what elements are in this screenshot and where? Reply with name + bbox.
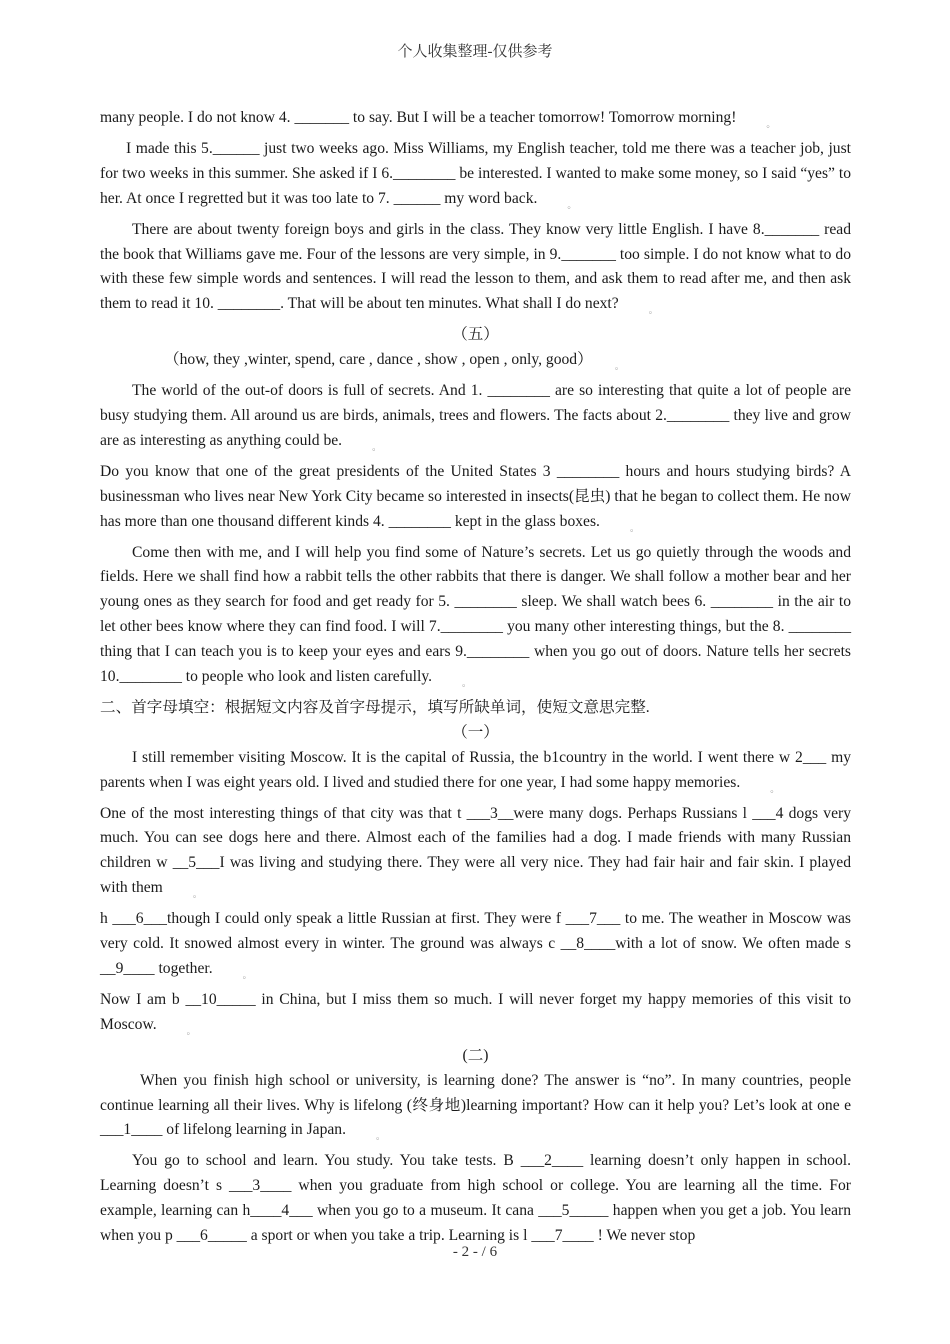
passage4-paragraph-2: I made this 5.______ just two weeks ago. Miss Williams, my English teacher, told me there was a teacher job, just for two weeks in this summer. She asked if I 6.________ be interested. I wanted to make some money, so I said “yes” to her. At once I regretted but it was too late to 7. ______ my word back. $_。$ bbox=[100, 139, 851, 210]
section2-passage1-paragraph-2: One of the most interesting things of that city was that t ___3__were many dogs. Perhaps Russians l ___4 dogs very much. You can see dogs here and there. Almost each of the families had a dog. I made friends with many Russian children w __5___I was living and studying there. They were all very nice. They had fair hair and fair skin. I played with them $_。$ bbox=[100, 804, 851, 900]
paragraph-mark: 。 bbox=[375, 1131, 385, 1142]
section2-passage1-paragraph-1: I still remember visiting Moscow. It is the capital of Russia, the b1country in the world. I went there w 2___ my parents when I was eight years old. I lived and studied there for one year, I had some happy memories. $_。$ bbox=[100, 748, 851, 794]
paragraph-mark: 。 bbox=[648, 305, 658, 316]
page-header: 个人收集整理-仅供参考 bbox=[397, 44, 553, 60]
section2-passage1-paragraph-4: Now I am b __10_____ in China, but I miss them so much. I will never forget my happy memories of this visit to Moscow. $_。$ bbox=[100, 990, 851, 1036]
paragraph-mark: 。 bbox=[186, 1025, 196, 1036]
paragraph-mark: 。 bbox=[629, 522, 639, 533]
section2-passage2-paragraph-2: You go to school and learn. You study. You take tests. B ___2____ learning doesn’t only happen in school. Learning doesn’t s ___3____ when you graduate from high school or college. You are learning all the time. For example, learning can h____4___ when you go to a museum. It cana ___5_____ happen when you get a job. You learn when you p ___6_____ a sport or when you take a trip. Learning is l ___7____ ! We never stop bbox=[100, 1152, 851, 1245]
section2-passage1-title: （一） bbox=[452, 723, 499, 741]
paragraph-mark: 。 bbox=[614, 361, 624, 372]
document-body bbox=[100, 106, 851, 1249]
passage5-title: （五） bbox=[452, 326, 499, 344]
section2-passage2-paragraph-1: When you finish high school or university, is learning done? The answer is “no”. In many countries, people continue learning all their lives. Why is lifelong (终身地)learning important? How can it help you? Let’s look at one e ___1____ of lifelong learning in Japan. $_。$ bbox=[100, 1071, 851, 1142]
paragraph-mark: 。 bbox=[766, 119, 776, 129]
section2-passage1-paragraph-3: h ___6___though I could only speak a little Russian at first. They were f ___7___ to me. The weather in Moscow was very cold. It snowed almost every in winter. The ground was always c __8____with a lot of snow. We often made s __9____ together. $_。$ bbox=[100, 910, 851, 980]
passage5-paragraph-1: The world of the out-of doors is full of secrets. And 1. ________ are so interesting that quite a lot of people are busy studying them. All around us are birds, animals, trees and flowers. The facts about 2.________ they live and grow are as interesting as anything could be. $_。$ bbox=[100, 382, 851, 452]
paragraph-mark: 。 bbox=[192, 889, 202, 900]
section2-heading: 二、首字母填空：根据短文内容及首字母提示，填写所缺单词，使短文意思完整. bbox=[100, 698, 650, 716]
paragraph-mark: 。 bbox=[567, 199, 577, 210]
page-number: - 2 - / 6 bbox=[452, 1244, 498, 1260]
paragraph-mark: 。 bbox=[372, 441, 382, 452]
paragraph-mark: 。 bbox=[242, 970, 252, 980]
passage5-paragraph-3: Come then with me, and I will help you find some of Nature’s secrets. Let us go quietly through the woods and fields. Here we shall find how a rabbit tells the other rabbits that there is danger. We shall follow a mother bear and her young ones as they search for food and get ready for 5. ________ sleep. We shall watch bees 6. ________ in the air to let other bees know where they can find food. I will 7.________ you many other interesting things, but the 8. ________ thing that I can teach you is to keep your eyes and ears 9.________ when you go out of doors. Nature tells her secrets 10.________ to people who look and listen carefully. $_。$ bbox=[100, 543, 851, 689]
paragraph-mark: 。 bbox=[462, 678, 472, 689]
section2-passage2-title: (二) bbox=[462, 1046, 489, 1064]
passage4-paragraph-1: many people. I do not know 4. _______ to say. But I will be a teacher tomorrow! Tomorrow morning! $_。$ bbox=[100, 109, 776, 129]
passage5-word-hint: （how, they ,winter, spend, care , dance , show , open , only, good） $_。$ bbox=[164, 351, 624, 372]
passage5-paragraph-2: Do you know that one of the great presidents of the United States 3 ________ hours and hours studying birds? A businessman who lives near New York City became so interested in insects(昆虫) that he began to collect them. He now has more than one thousand different kinds 4. ________ kept in the glass boxes. $_。$ bbox=[100, 462, 851, 533]
paragraph-mark: 。 bbox=[770, 783, 780, 794]
passage4-paragraph-3: There are about twenty foreign boys and girls in the class. They know very little English. I have 8._______ read the book that Williams gave me. Four of the lessons are very simple, in 9._______ too simple. I do not know what to do with these few simple words and sentences. I will read the lesson to them, and ask them to read after me, and then ask them to read it 10. ________. That will be about ten minutes. What shall I do next? $_。$ bbox=[100, 220, 851, 316]
